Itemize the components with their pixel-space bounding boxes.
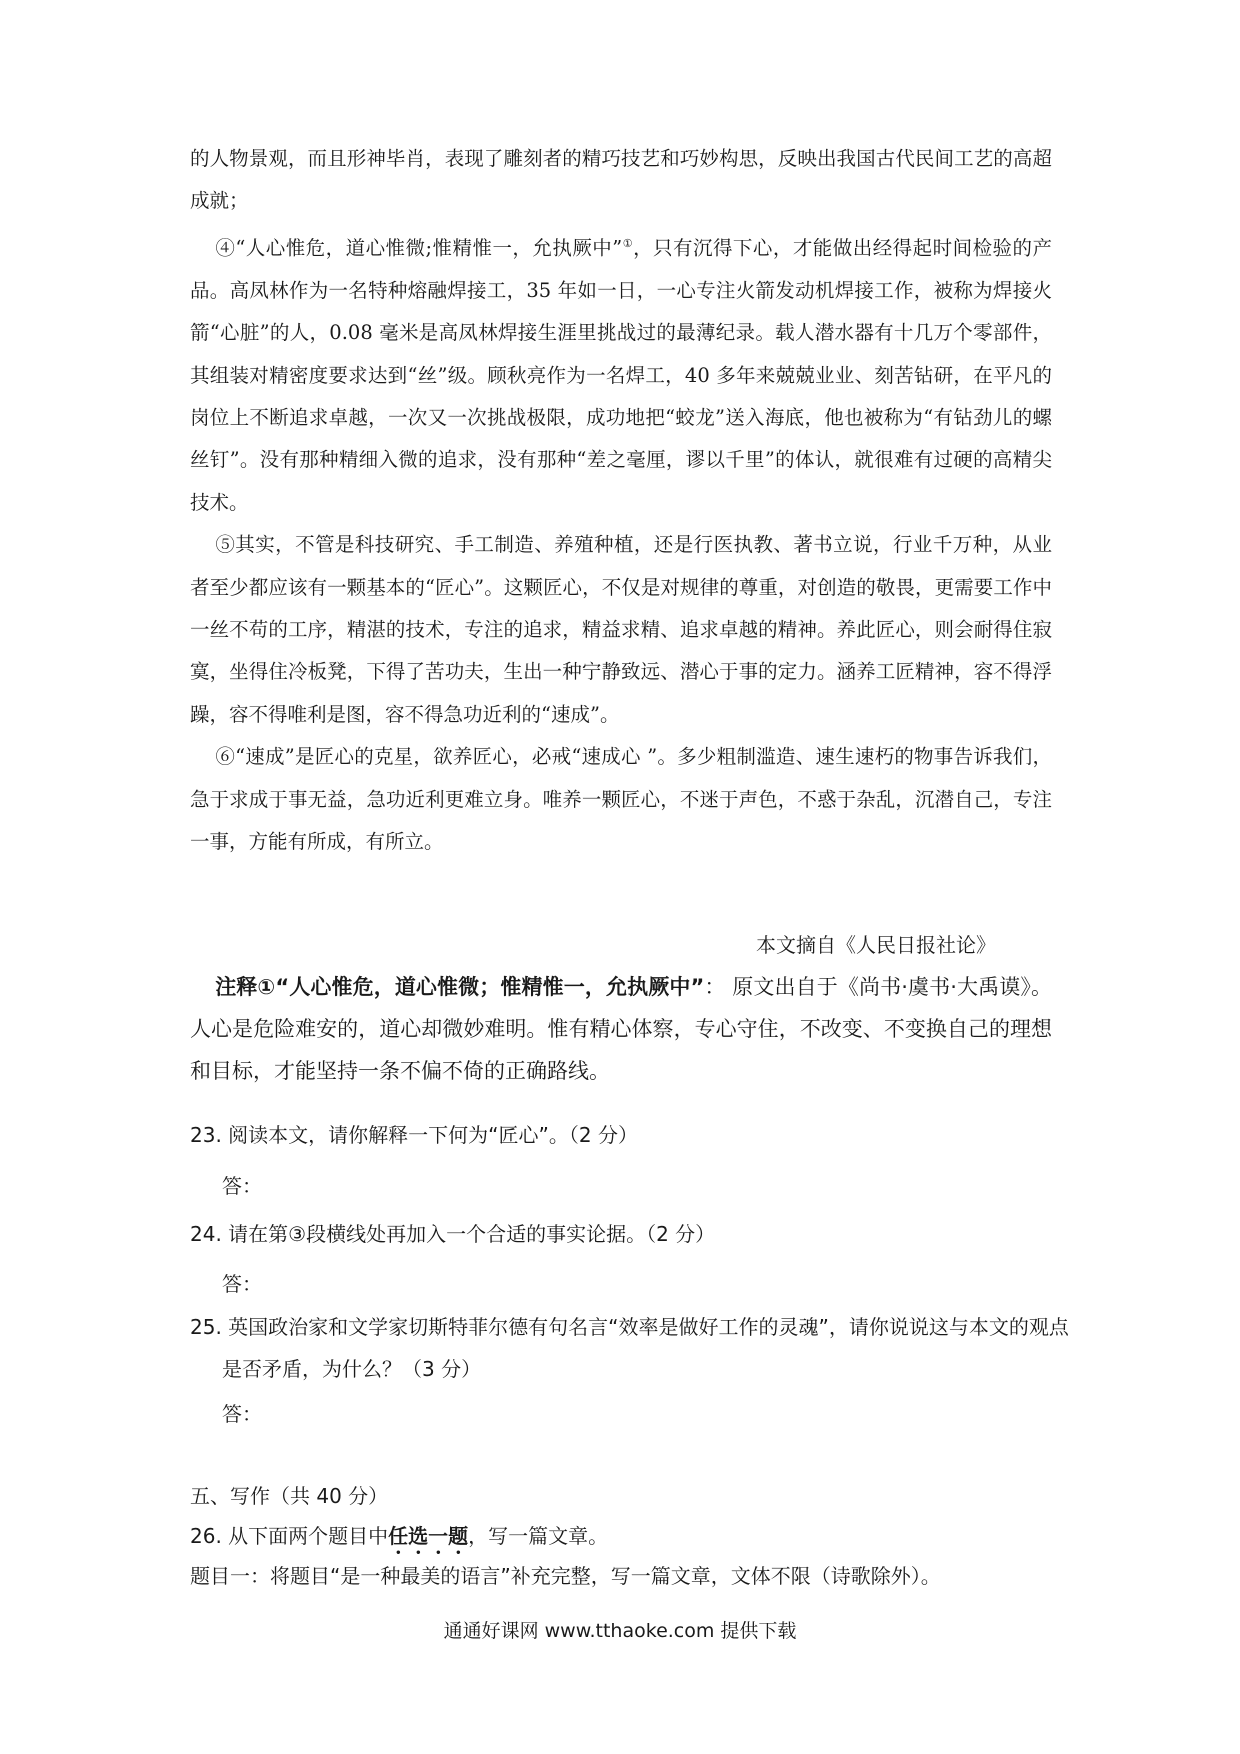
writing-heading: 五、写作（共 40 分） xyxy=(190,1484,389,1508)
writing-topic-1: 题目一：将题目“是一种最美的语言”补充完整，写一篇文章，文体不限（诗歌除外）。 xyxy=(190,1564,941,1588)
question-26 xyxy=(190,1520,608,1559)
paragraph-5: ⑤其实，不管是科技研究、手工制造、养殖种植，还是行医执教、著书立说，行业千万种，从业者至少都应该有一颗基本的“匠心”。这颗匠心，不仅是对规律的尊重，对创造的敬畏，更需要工作中一丝不苟的工序，精湛的技术，专注的追求，精益求精、追求卓越的精神。养此匠心，则会耐得住寂寞，坐得住冷板凳，下得了苦功夫，生出一种宁静致远、潜心于事的定力。涵养工匠精神，容不得浮躁，容不得唯利是图，容不得急功近利的“速成”。 xyxy=(190,533,1052,726)
footnote-marker: ① xyxy=(622,236,634,250)
question-26-emphasis: 任选一题 xyxy=(388,1524,469,1548)
paragraph-4-quote: ④“人心惟危，道心惟微;惟精惟一，允执厥中” xyxy=(215,236,623,260)
question-23: 23. 阅读本文，请你解释一下何为“匠心”。（2 分） xyxy=(190,1123,638,1147)
question-26-suffix: ，写一篇文章。 xyxy=(468,1524,609,1548)
page-footer: 通通好课网 www.tthaoke.com 提供下载 xyxy=(443,1620,797,1642)
question-26-prefix: 26. 从下面两个题目中 xyxy=(190,1524,389,1548)
question-24: 24. 请在第③段横线处再加入一个合适的事实论据。（2 分） xyxy=(190,1222,716,1246)
question-25 xyxy=(190,1306,1070,1390)
footnote xyxy=(190,966,1052,1092)
answer-label-23: 答： xyxy=(222,1174,262,1198)
article-body xyxy=(190,138,1052,863)
article-source: 本文摘自《人民日报社论》 xyxy=(756,933,996,957)
paragraph-4-rest: ，只有沉得下心，才能做出经得起时间检验的产品。高凤林作为一名特种熔融焊接工，35 年如一日，一心专注火箭发动机焊接工作，被称为焊接火箭“心脏”的人，0.08 毫米是高凤林焊接生涯里挑战过的最薄纪录。载人潜水器有十几万个零部件，其组装对精密度要求达到“丝”级。顾秋亮作为一名焊工，40 多年来兢兢业业、刻苦钻研，在平凡的岗位上不断追求卓越，一次又一次挑战极限，成功地把“蛟龙”送入海底，他也被称为“有钻劲儿的螺丝钉”。没有那种精细入微的追求，没有那种“差之毫厘，谬以千里”的体认，就很难有过硬的高精尖技术。 xyxy=(190,236,1052,514)
paragraph-4 xyxy=(190,223,1052,524)
answer-label-25: 答： xyxy=(222,1402,262,1426)
footnote-title: 注释①“人心惟危，道心惟微；惟精惟一，允执厥中” xyxy=(215,975,705,999)
paragraph-6: ⑥“速成”是匠心的克星，欲养匠心，必戒“速成心 ”。多少粗制滥造、速生速朽的物事告诉我们，急于求成于事无益，急功近利更难立身。唯养一颗匠心，不迷于声色，不惑于杂乱，沉潜自己，专注一事，方能有所成，有所立。 xyxy=(190,745,1052,853)
answer-label-24: 答： xyxy=(222,1272,262,1296)
footnote-text: ： 原文出自于《尚书·虞书·大禹谟》。人心是危险难安的，道心却微妙难明。惟有精心体察，专心守住，不改变、不变换自己的理想和目标，才能坚持一条不偏不倚的正确路线。 xyxy=(190,975,1052,1083)
paragraph-continued: 的人物景观，而且形神毕肖，表现了雕刻者的精巧技艺和巧妙构思，反映出我国古代民间工艺的高超成就； xyxy=(190,147,1052,213)
question-25-text: 25. 英国政治家和文学家切斯特菲尔德有句名言“效率是做好工作的灵魂”，请你说说这与本文的观点是否矛盾，为什么？（3 分） xyxy=(190,1315,1069,1381)
